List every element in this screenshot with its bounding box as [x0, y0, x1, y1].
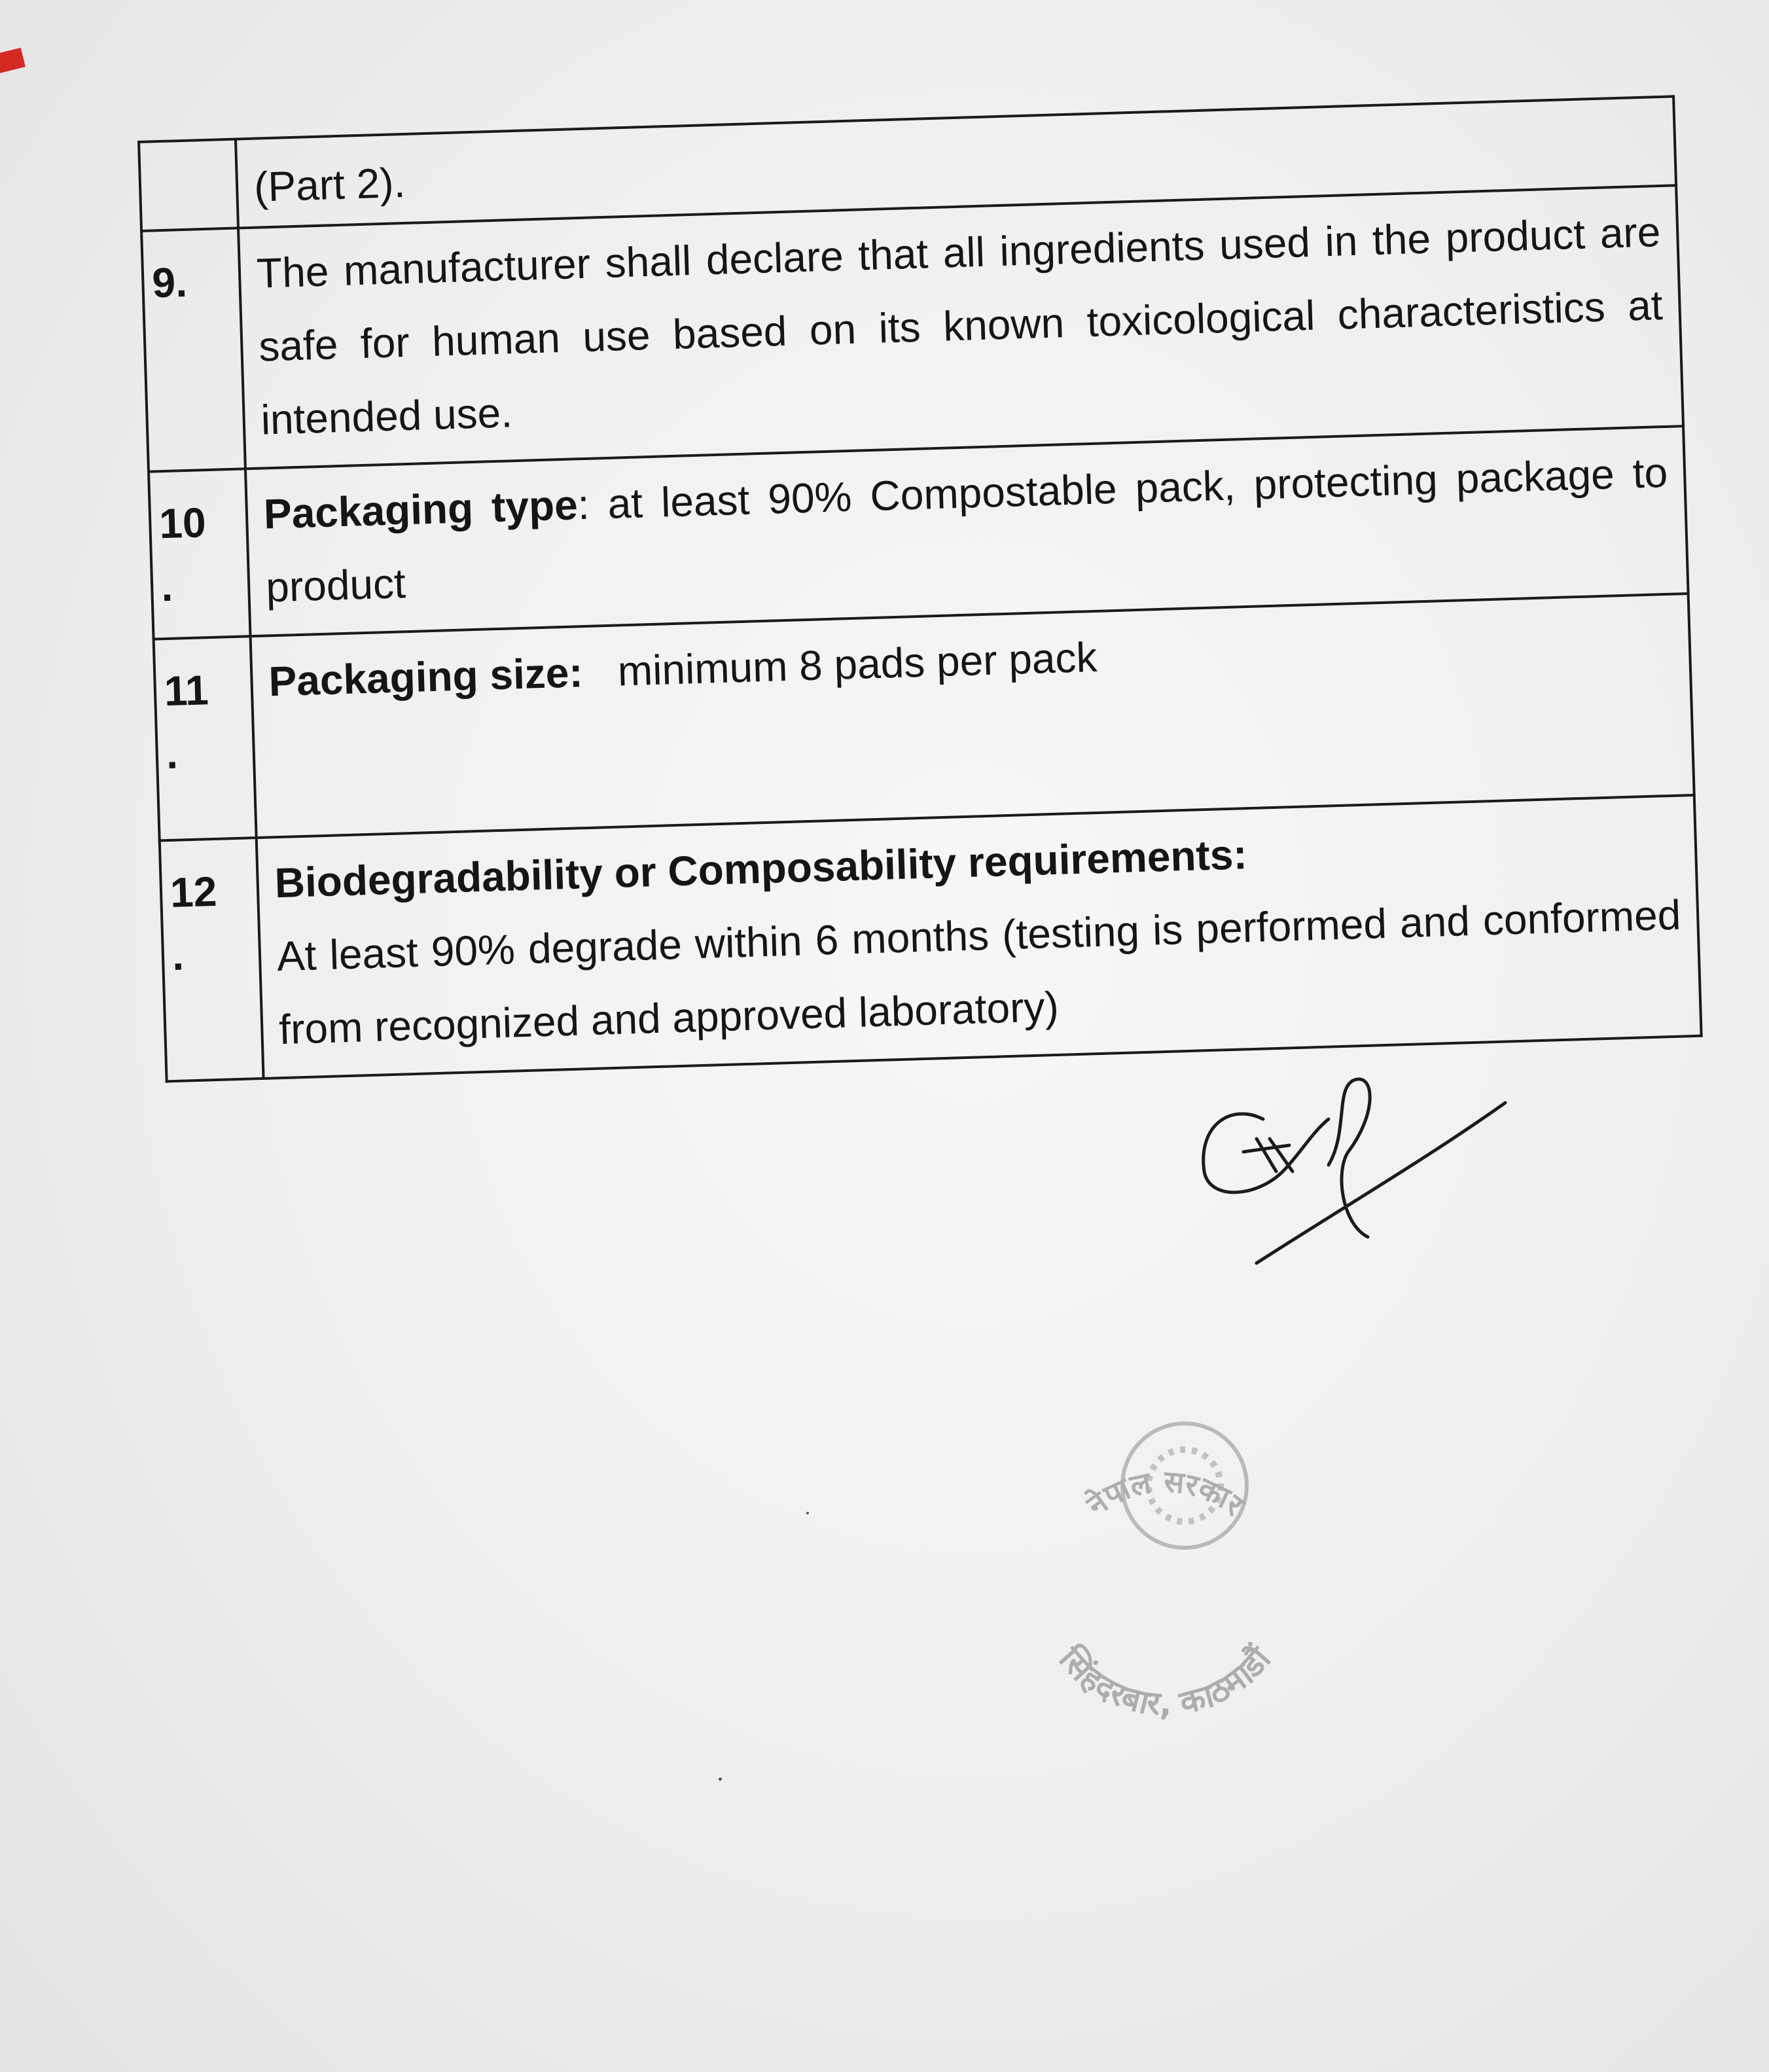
row-number-cell	[154, 636, 257, 840]
row-text-cell: The manufacturer shall declare that all ingredients used in the product are safe for human use based on its known toxicological characteristics at intended use.	[238, 185, 1683, 469]
biodegradability-label: Biodegradability or Composability requirements:	[274, 831, 1248, 907]
packaging-size-label: Packaging size:	[268, 649, 584, 706]
biodegradability-value: At least 90% degrade within 6 months (testing is performed and conformed from recognized and approved laboratory)	[276, 891, 1682, 1054]
seal-lower-text: सिंहदरबार, काठमाडौं	[1051, 1639, 1279, 1723]
paper-speck	[806, 1512, 809, 1514]
row-text-cell: (Part 2).	[236, 96, 1676, 228]
row-number-cell	[160, 838, 264, 1081]
packaging-type-label: Packaging type	[262, 481, 579, 538]
spec-table-wrapper	[137, 95, 1703, 1082]
row-number: 12	[170, 867, 218, 917]
row-text-cell	[257, 795, 1702, 1079]
row-number: 11	[163, 666, 209, 715]
signature-underline-stroke	[1257, 1103, 1505, 1263]
label-punctuation: :	[577, 480, 590, 529]
packaging-size-value: minimum 8 pads per pack	[616, 633, 1098, 695]
office-seal-icon	[995, 1387, 1335, 1728]
row-number: 10	[158, 499, 207, 548]
row-number-cell	[139, 139, 238, 231]
row-number-dot: .	[160, 562, 174, 611]
seal-upper-text: नेपाल सरकार	[1080, 1463, 1251, 1523]
signature-icon	[1178, 1073, 1545, 1309]
table-row	[160, 795, 1702, 1081]
row-number-cell: 9.	[141, 228, 245, 471]
red-edge-mark	[0, 48, 26, 74]
table-row	[141, 185, 1683, 471]
packaging-type-value: at least 90% Compostable pack, protecting package to product	[265, 448, 1669, 611]
specification-table	[137, 95, 1703, 1082]
row-number-cell	[149, 469, 251, 639]
row-number-dot: .	[165, 730, 179, 778]
paper-speck	[719, 1777, 722, 1781]
row-number-dot: .	[171, 931, 185, 979]
